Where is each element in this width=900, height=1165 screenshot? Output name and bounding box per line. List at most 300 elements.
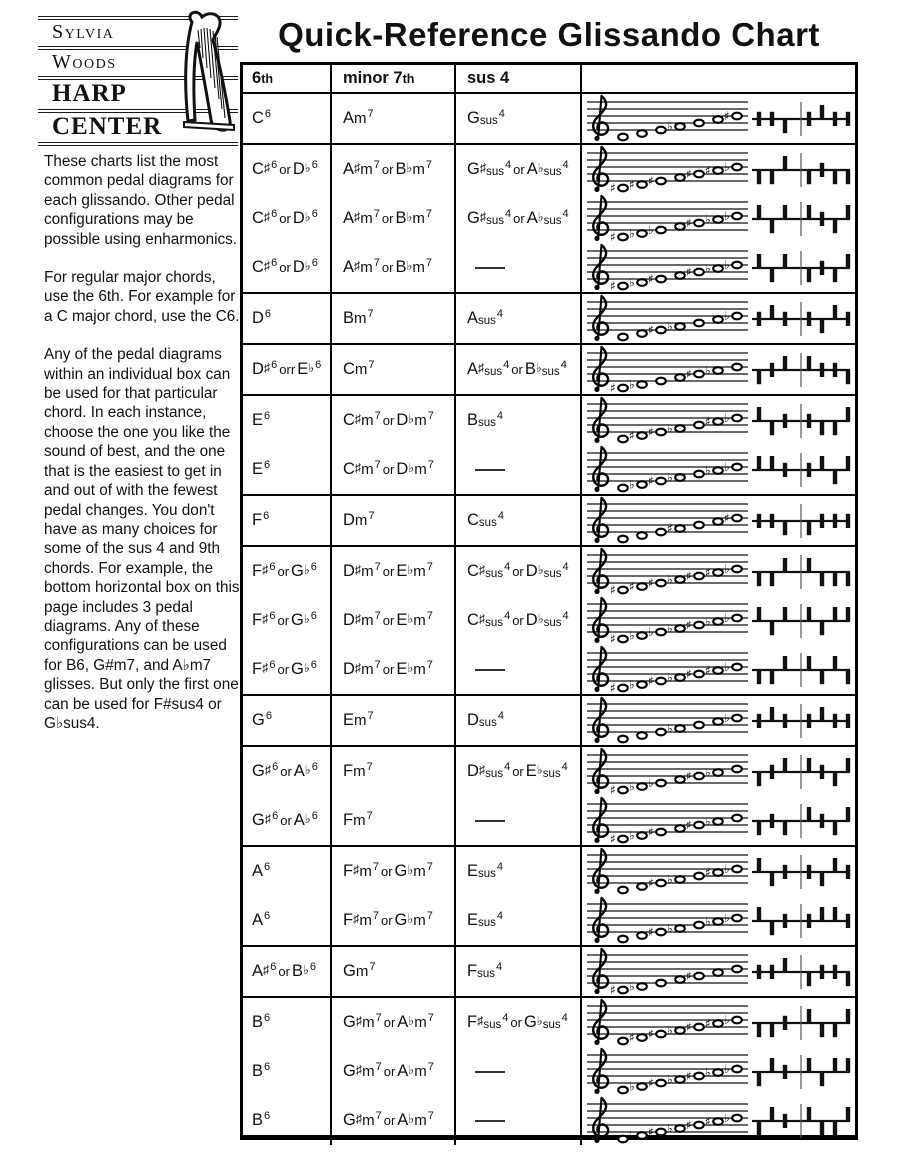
pedal-tick-G (833, 1058, 837, 1072)
treble-clef-icon (593, 96, 608, 141)
note-head (637, 583, 647, 590)
pedal-tick-F (820, 621, 824, 635)
pedal-tick-F (820, 456, 824, 470)
svg-text:♭: ♭ (667, 1072, 673, 1087)
pedal-tick-A (846, 205, 850, 219)
pedal-tick-C (770, 572, 774, 586)
svg-text:♯: ♯ (610, 783, 616, 796)
note-head (637, 130, 647, 137)
note-head (656, 729, 666, 736)
pedal-tick-F (820, 260, 824, 274)
treble-clef-icon (593, 447, 608, 492)
svg-text:♭: ♭ (724, 862, 730, 876)
pedal-diagram (751, 97, 851, 141)
chord-group (243, 345, 855, 396)
logo-line-center: CENTER (38, 109, 238, 142)
svg-text:♭: ♭ (724, 309, 730, 323)
empty-dash (475, 669, 505, 671)
pedal-tick-F (820, 319, 824, 333)
svg-text:♯: ♯ (686, 265, 692, 279)
chord-row (243, 947, 855, 996)
note-head (732, 664, 742, 671)
logo (38, 16, 238, 146)
pedal-tick-E (807, 311, 811, 325)
treble-clef-icon (593, 347, 608, 392)
staff-notation (585, 947, 749, 996)
pedal-tick-E (807, 521, 811, 535)
note-head (675, 174, 685, 181)
pedal-tick-D (757, 858, 761, 872)
pedal-tick-E (807, 807, 811, 821)
pedal-tick-F (820, 964, 824, 978)
pedal-tick-E (807, 913, 811, 927)
pedal-tick-D (757, 907, 761, 921)
pedal-tick-F (820, 707, 824, 721)
pedal-tick-B (783, 521, 787, 535)
svg-text:♭: ♭ (667, 1023, 673, 1038)
treble-clef-icon (593, 949, 608, 994)
note-head (656, 780, 666, 787)
pedal-tick-E (807, 1009, 811, 1023)
sus4-chord-cell: G ♯ sus 4 or A ♭ sus 4 (456, 194, 582, 243)
svg-text:♯: ♯ (648, 674, 654, 688)
note-head (637, 432, 647, 439)
note-head (618, 1087, 628, 1094)
sidebar-paragraph-1: These charts list the most common pedal diagrams for each glissando. Other pedal configurations may be possible using enharmonics. (44, 153, 238, 248)
pedal-tick-B (783, 1113, 787, 1127)
note-head (618, 587, 628, 594)
pedal-tick-B (783, 558, 787, 572)
sixth-chord-cell: C ♯ 6 or D ♭ 6 (243, 243, 332, 292)
pedal-tick-G (833, 362, 837, 376)
empty-dash (475, 1071, 505, 1073)
svg-text:♯: ♯ (705, 1016, 711, 1031)
pedal-tick-A (846, 607, 850, 621)
table-header-row (243, 65, 855, 94)
notation-cell (582, 596, 855, 645)
note-head (675, 576, 685, 583)
pedal-tick-G (833, 907, 837, 921)
note-head (618, 736, 628, 743)
pedal-tick-E (807, 758, 811, 772)
pedal-tick-G (833, 1023, 837, 1037)
treble-clef-icon (593, 549, 608, 594)
pedal-tick-E (807, 268, 811, 282)
svg-text:♭: ♭ (705, 614, 711, 629)
note-head (713, 367, 723, 374)
note-head (656, 327, 666, 334)
note-head (675, 323, 685, 330)
svg-text:♭: ♭ (724, 411, 730, 425)
note-head (637, 732, 647, 739)
note-head (694, 573, 704, 580)
note-head (637, 181, 647, 188)
notation-cell (582, 445, 855, 494)
pedal-tick-B (783, 254, 787, 268)
header-notation (582, 65, 855, 92)
note-head (618, 436, 628, 443)
treble-clef-icon (593, 498, 608, 543)
pedal-tick-F (820, 162, 824, 176)
note-head (656, 378, 666, 385)
chord-group (243, 496, 855, 547)
pedal-tick-F (820, 362, 824, 376)
pedal-tick-D (757, 513, 761, 527)
note-head (675, 776, 685, 783)
note-head (675, 876, 685, 883)
chord-group (243, 998, 855, 1145)
pedal-diagram (751, 297, 851, 341)
note-head (618, 685, 628, 692)
svg-text:♭: ♭ (667, 319, 673, 334)
svg-text:♭: ♭ (667, 119, 673, 134)
pedal-tick-D (757, 821, 761, 835)
minor7-chord-cell: D ♯ m 7 or E ♭ m 7 (332, 547, 456, 596)
note-head (713, 518, 723, 525)
pedal-tick-B (783, 913, 787, 927)
note-head (694, 822, 704, 829)
notation-cell (582, 496, 855, 545)
svg-text:♭: ♭ (705, 363, 711, 378)
svg-text:♭: ♭ (705, 1065, 711, 1080)
pedal-tick-A (846, 456, 850, 470)
pedal-tick-C (770, 1058, 774, 1072)
note-head (732, 464, 742, 471)
chord-group (243, 547, 855, 696)
pedal-tick-A (846, 758, 850, 772)
note-head (656, 227, 666, 234)
empty-dash (475, 820, 505, 822)
note-head (713, 467, 723, 474)
treble-clef-icon (593, 245, 608, 290)
note-head (732, 915, 742, 922)
staff-notation (585, 145, 749, 194)
pedal-tick-D (757, 111, 761, 125)
sixth-chord-cell: B 6 (243, 998, 332, 1047)
note-head (675, 1125, 685, 1132)
note-head (675, 725, 685, 732)
notation-cell (582, 896, 855, 945)
logo-line-sylvia: Sylvia (38, 16, 238, 46)
note-head (713, 1118, 723, 1125)
note-head (694, 171, 704, 178)
svg-text:♭: ♭ (629, 477, 635, 492)
svg-text:♭: ♭ (705, 212, 711, 227)
note-head (732, 1115, 742, 1122)
empty-dash (475, 1120, 505, 1122)
pedal-tick-G (833, 170, 837, 184)
svg-text:♭: ♭ (629, 779, 635, 794)
pedal-tick-C (770, 621, 774, 635)
minor7-chord-cell: D ♯ m 7 or E ♭ m 7 (332, 645, 456, 694)
pedal-tick-E (807, 413, 811, 427)
sixth-chord-cell: A 6 (243, 896, 332, 945)
svg-text:♯: ♯ (686, 569, 692, 583)
pedal-tick-D (757, 1023, 761, 1037)
note-head (713, 969, 723, 976)
svg-text:♯: ♯ (648, 876, 654, 890)
notation-cell (582, 145, 855, 194)
note-head (694, 873, 704, 880)
notation-cell (582, 1047, 855, 1096)
note-head (694, 773, 704, 780)
note-head (618, 1136, 628, 1143)
note-head (675, 525, 685, 532)
note-head (637, 632, 647, 639)
note-head (656, 529, 666, 536)
staff-notation (585, 896, 749, 945)
svg-text:♯: ♯ (648, 174, 654, 188)
pedal-diagram (751, 246, 851, 290)
chord-group (243, 396, 855, 496)
pedal-tick-C (770, 872, 774, 886)
note-head (713, 718, 723, 725)
pedal-diagram (751, 950, 851, 994)
pedal-diagram (751, 799, 851, 843)
sus4-chord-cell (456, 1096, 582, 1145)
pedal-diagram (751, 750, 851, 794)
pedal-tick-G (833, 1121, 837, 1135)
sixth-chord-cell: C ♯ 6 or D ♭ 6 (243, 194, 332, 243)
svg-text:♯: ♯ (686, 1118, 692, 1132)
note-head (656, 1129, 666, 1136)
minor7-chord-cell: B m 7 (332, 294, 456, 343)
svg-text:♯: ♯ (610, 230, 616, 243)
minor7-chord-cell: G ♯ m 7 or A ♭ m 7 (332, 998, 456, 1047)
svg-text:♯: ♯ (629, 177, 635, 192)
pedal-tick-A (846, 972, 850, 986)
minor7-chord-cell: C m 7 (332, 345, 456, 394)
note-head (618, 936, 628, 943)
treble-clef-icon (593, 147, 608, 192)
pedal-tick-D (757, 772, 761, 786)
pedal-tick-G (833, 268, 837, 282)
note-head (637, 783, 647, 790)
note-head (637, 279, 647, 286)
notation-cell (582, 847, 855, 896)
svg-text:♯: ♯ (705, 865, 711, 880)
pedal-tick-D (757, 1072, 761, 1086)
sus4-chord-cell: E sus 4 (456, 896, 582, 945)
minor7-chord-cell: F m 7 (332, 747, 456, 796)
pedal-tick-A (846, 1107, 850, 1121)
chord-row (243, 796, 855, 845)
pedal-tick-A (846, 713, 850, 727)
note-head (732, 715, 742, 722)
pedal-tick-G (833, 964, 837, 978)
pedal-tick-E (807, 558, 811, 572)
note-head (618, 536, 628, 543)
sus4-chord-cell (456, 243, 582, 292)
pedal-tick-C (770, 513, 774, 527)
chord-row (243, 496, 855, 545)
note-head (637, 832, 647, 839)
staff-notation (585, 645, 749, 694)
note-head (732, 766, 742, 773)
svg-text:♯: ♯ (610, 681, 616, 694)
note-head (618, 385, 628, 392)
note-head (694, 1122, 704, 1129)
pedal-tick-E (807, 170, 811, 184)
pedal-tick-C (770, 456, 774, 470)
staff-notation (585, 998, 749, 1047)
note-head (732, 415, 742, 422)
note-head (675, 425, 685, 432)
pedal-tick-B (783, 119, 787, 133)
svg-text:♭: ♭ (724, 460, 730, 474)
header-sus4: sus 4 (456, 65, 582, 92)
pedal-tick-F (820, 105, 824, 119)
svg-text:♭: ♭ (724, 1013, 730, 1027)
note-head (694, 522, 704, 529)
sixth-chord-cell: F 6 (243, 496, 332, 545)
note-head (732, 515, 742, 522)
svg-text:♯: ♯ (610, 832, 616, 845)
pedal-tick-B (783, 311, 787, 325)
pedal-diagram (751, 599, 851, 643)
svg-text:♯: ♯ (705, 663, 711, 678)
staff-notation (585, 847, 749, 896)
svg-text:♭: ♭ (724, 1111, 730, 1125)
treble-clef-icon (593, 296, 608, 341)
note-head (713, 769, 723, 776)
sus4-chord-cell (456, 1047, 582, 1096)
pedal-tick-F (820, 764, 824, 778)
page-title: Quick-Reference Glissando Chart (278, 16, 820, 53)
minor7-chord-cell: G ♯ m 7 or A ♭ m 7 (332, 1047, 456, 1096)
logo-line-harp: HARP (38, 76, 238, 109)
pedal-tick-D (757, 456, 761, 470)
note-head (656, 629, 666, 636)
sixth-chord-cell: A 6 (243, 847, 332, 896)
pedal-tick-A (846, 170, 850, 184)
chord-row (243, 396, 855, 445)
pedal-tick-C (770, 111, 774, 125)
pedal-tick-G (833, 421, 837, 435)
pedal-tick-D (757, 670, 761, 684)
pedal-tick-B (783, 713, 787, 727)
pedal-diagram (751, 550, 851, 594)
treble-clef-icon (593, 1049, 608, 1094)
pedal-tick-D (757, 407, 761, 421)
note-head (675, 825, 685, 832)
staff-notation (585, 445, 749, 494)
note-head (713, 667, 723, 674)
pedal-tick-F (820, 421, 824, 435)
pedal-diagram (751, 148, 851, 192)
pedal-tick-A (846, 1058, 850, 1072)
svg-text:♯: ♯ (705, 163, 711, 178)
pedal-tick-F (820, 813, 824, 827)
pedal-tick-D (757, 1121, 761, 1135)
pedal-tick-G (833, 305, 837, 319)
sus4-chord-cell: F ♯ sus 4 or G ♭ sus 4 (456, 998, 582, 1047)
pedal-tick-C (770, 764, 774, 778)
svg-text:♯: ♯ (610, 381, 616, 394)
note-head (713, 918, 723, 925)
pedal-tick-A (846, 864, 850, 878)
minor7-chord-cell: C ♯ m 7 or D ♭ m 7 (332, 445, 456, 494)
pedal-tick-B (783, 156, 787, 170)
pedal-tick-C (770, 268, 774, 282)
note-head (656, 127, 666, 134)
note-head (732, 313, 742, 320)
sus4-chord-cell (456, 796, 582, 845)
pedal-tick-A (846, 513, 850, 527)
note-head (675, 272, 685, 279)
svg-text:♭: ♭ (667, 572, 673, 587)
note-head (637, 1132, 647, 1139)
sixth-chord-cell: C ♯ 6 or D ♭ 6 (243, 145, 332, 194)
pedal-diagram (751, 850, 851, 894)
chord-row (243, 194, 855, 243)
note-head (713, 1020, 723, 1027)
note-head (732, 213, 742, 220)
pedal-tick-F (820, 1121, 824, 1135)
logo-rule (38, 142, 238, 146)
svg-text:♭: ♭ (667, 1121, 673, 1136)
svg-text:♯: ♯ (648, 1125, 654, 1139)
chord-group (243, 696, 855, 747)
note-head (656, 880, 666, 887)
minor7-chord-cell: D m 7 (332, 496, 456, 545)
sus4-chord-cell: F sus 4 (456, 947, 582, 996)
staff-notation (585, 747, 749, 796)
note-head (637, 1034, 647, 1041)
minor7-chord-cell: C ♯ m 7 or D ♭ m 7 (332, 396, 456, 445)
pedal-tick-D (757, 205, 761, 219)
empty-dash (475, 469, 505, 471)
svg-text:♯: ♯ (686, 769, 692, 783)
svg-text:♭: ♭ (629, 275, 635, 290)
chord-row (243, 896, 855, 945)
pedal-tick-D (757, 170, 761, 184)
svg-text:♭: ♭ (705, 261, 711, 276)
note-head (694, 973, 704, 980)
minor7-chord-cell: F m 7 (332, 796, 456, 845)
pedal-diagram (751, 648, 851, 692)
sus4-chord-cell: G sus 4 (456, 94, 582, 143)
sixth-chord-cell: F ♯ 6 or G ♭ 6 (243, 596, 332, 645)
svg-text:♯: ♯ (686, 818, 692, 832)
svg-text:♯: ♯ (648, 272, 654, 286)
staff-notation (585, 547, 749, 596)
treble-clef-icon (593, 1000, 608, 1045)
note-head (637, 983, 647, 990)
minor7-chord-cell: A ♯ m 7 or B ♭ m 7 (332, 243, 456, 292)
pedal-tick-G (833, 513, 837, 527)
note-head (694, 320, 704, 327)
note-head (637, 1083, 647, 1090)
sixth-chord-cell: E 6 (243, 445, 332, 494)
chord-group (243, 747, 855, 847)
svg-text:♭: ♭ (667, 421, 673, 436)
note-head (713, 869, 723, 876)
pedal-tick-E (807, 356, 811, 370)
pedal-tick-C (770, 813, 774, 827)
pedal-tick-F (820, 872, 824, 886)
minor7-chord-cell: F ♯ m 7 or G ♭ m 7 (332, 847, 456, 896)
pedal-tick-C (770, 1107, 774, 1121)
minor7-chord-cell: A ♯ m 7 or B ♭ m 7 (332, 145, 456, 194)
treble-clef-icon (593, 798, 608, 843)
staff-notation (585, 345, 749, 394)
pedal-tick-F (820, 513, 824, 527)
sus4-chord-cell: A sus 4 (456, 294, 582, 343)
pedal-tick-G (833, 470, 837, 484)
pedal-tick-D (757, 311, 761, 325)
svg-text:♭: ♭ (705, 765, 711, 780)
